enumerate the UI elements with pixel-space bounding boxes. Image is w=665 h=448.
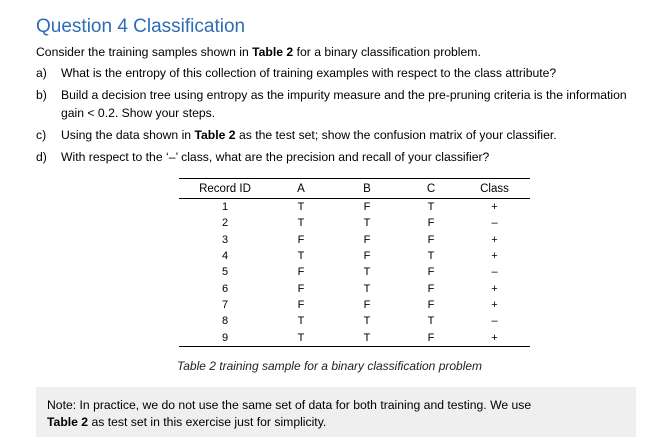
cell-a: F [297,266,305,279]
question-d [36,148,646,166]
question-text [61,126,646,144]
cell-b: F [363,250,371,263]
cell-b: T [363,282,371,295]
cell-a: F [297,233,305,246]
table-row [179,199,530,216]
intro-table-ref: Table 2 [252,45,294,59]
question-text: With respect to the ‘–’ class, what are the precision and recall of your classifier? [61,150,490,164]
training-samples-table [179,178,530,347]
question-text: What is the entropy of this collection of training examples with respect to the class attribute? [61,66,557,80]
table-row [179,329,530,346]
cell-b: T [363,266,371,279]
question-text-before: Using the data shown in [61,128,195,142]
cell-record-id: 5 [221,266,229,279]
cell-b: T [363,315,371,328]
intro-paragraph [36,45,481,59]
cell-b: F [363,298,371,311]
cell-a: T [297,201,305,214]
cell-record-id: 1 [221,201,229,214]
cell-c: F [427,298,435,311]
question-text: Build a decision tree using entropy as the impurity measure and the pre-pruning criteria is the information gain < 0.2. Show your steps. [61,88,627,120]
header-c: C [403,179,459,199]
cell-record-id: 2 [221,217,229,230]
table-caption: Table 2 training sample for a binary classification problem [177,359,483,373]
cell-record-id: 9 [179,329,271,346]
note-line-2 [47,414,625,431]
cell-class: + [491,298,498,311]
cell-a: T [297,250,305,263]
cell-c: T [427,315,435,328]
note-text-after: as test set in this exercise just for simplicity. [88,415,327,429]
question-a [36,64,646,82]
note-box [36,387,636,437]
cell-b: T [331,329,403,346]
cell-class: – [491,266,498,279]
cell-class: + [459,329,530,346]
cell-a: T [297,217,305,230]
note-table-ref: Table 2 [47,415,89,429]
header-a: A [271,179,331,199]
cell-c: F [427,282,435,295]
table-row [179,313,530,329]
cell-a: T [271,329,331,346]
cell-record-id: 4 [221,250,229,263]
cell-c: F [427,217,435,230]
training-table-container [179,178,530,347]
question-table-ref: Table 2 [194,128,236,142]
cell-b: F [363,233,371,246]
question-label: c) [36,128,47,142]
question-list [36,64,646,170]
question-label: a) [36,66,47,80]
header-b: B [331,179,403,199]
header-record-id: Record ID [179,179,271,199]
cell-a: F [297,282,305,295]
table-row [179,264,530,280]
question-label: b) [36,88,47,102]
intro-text-after: for a binary classification problem. [293,45,481,59]
cell-c: T [427,201,435,214]
cell-class: + [491,250,498,263]
cell-class: + [491,201,498,214]
table-row [179,232,530,248]
intro-text-before: Consider the training samples shown in [36,45,253,59]
cell-record-id: 8 [221,315,229,328]
cell-record-id: 3 [221,233,229,246]
note-line-1: Note: In practice, we do not use the same set of data for both training and testing. We use [47,398,532,412]
question-title: Question 4 Classification [36,16,246,37]
table-row [179,297,530,313]
cell-class: – [491,217,498,230]
cell-class: + [491,282,498,295]
table-row [179,215,530,231]
cell-a: F [297,298,305,311]
cell-record-id: 7 [221,298,229,311]
question-b [36,86,646,122]
cell-b: F [363,201,371,214]
cell-c: F [403,329,459,346]
question-c [36,126,646,144]
table-header-row [179,179,530,199]
table-row [179,248,530,264]
cell-class: + [491,233,498,246]
header-class: Class [459,179,530,199]
cell-b: T [363,217,371,230]
table-row [179,280,530,296]
question-text-after: as the test set; show the confusion matrix of your classifier. [235,128,557,142]
cell-class: – [491,315,498,328]
cell-c: F [427,233,435,246]
cell-c: F [427,266,435,279]
question-label: d) [36,150,47,164]
cell-record-id: 6 [221,282,229,295]
cell-a: T [297,315,305,328]
cell-c: T [427,250,435,263]
